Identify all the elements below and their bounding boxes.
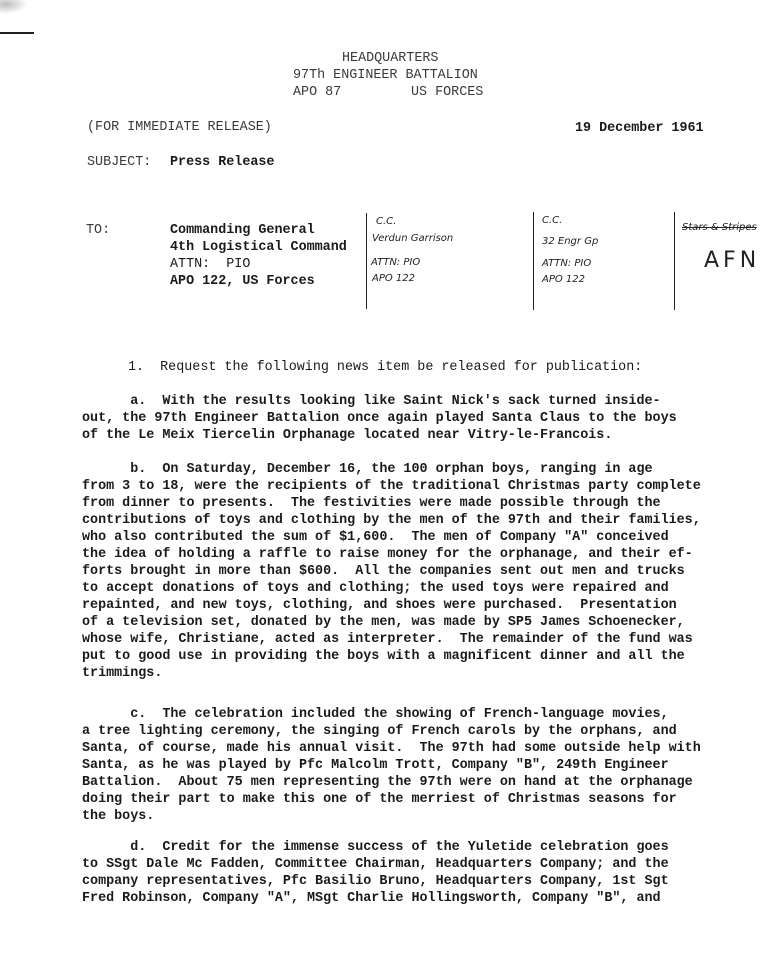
text-line: contributions of toys and clothing by the men of the 97th and their families, — [82, 513, 701, 528]
text-line: trimmings. — [82, 666, 163, 681]
cc3-struck: Stars & Stripes — [682, 222, 757, 233]
release-tag: (FOR IMMEDIATE RELEASE) — [87, 120, 272, 135]
scan-smudge — [0, 0, 28, 14]
scan-mark — [0, 32, 34, 34]
cc2-line4: APO 122 — [542, 274, 586, 285]
text-line: of the Le Meix Tiercelin Orphanage located near Vitry-le-Francois. — [82, 428, 613, 443]
text-line: Santa, of course, made his annual visit. The 97th had some outside help with — [82, 741, 701, 756]
letterhead-forces: US FORCES — [411, 85, 484, 100]
cc1-line2: Verdun Garrison — [372, 233, 454, 244]
text-line: the boys. — [82, 809, 155, 824]
paragraph-b — [82, 461, 742, 682]
column-divider-3 — [674, 212, 675, 310]
text-line: Fred Robinson, Company "A", MSgt Charlie Hollingsworth, Company "B", and — [82, 891, 661, 906]
text-line: a. With the results looking like Saint Nick's sack turned inside- — [82, 394, 661, 409]
text-line: a tree lighting ceremony, the singing of French carols by the orphans, and — [82, 724, 677, 739]
cc2-line1: C.C. — [542, 215, 563, 226]
text-line: doing their part to make this one of the merriest of Christmas seasons for — [82, 792, 677, 807]
cc2-line2: 32 Engr Gp — [542, 236, 599, 247]
to-line-1: Commanding General — [170, 223, 315, 238]
text-line: repainted, and new toys, clothing, and shoes were purchased. Presentation — [82, 598, 677, 613]
column-divider-2 — [533, 212, 534, 310]
text-line: to SSgt Dale Mc Fadden, Committee Chairman, Headquarters Company; and the — [82, 857, 669, 872]
cc3-afn: AFN — [704, 248, 761, 273]
text-line: to accept donations of toys and clothing; the used toys were repaired and — [82, 581, 669, 596]
paragraph-a — [82, 393, 742, 444]
text-line: forts brought in more than $600. All the companies sent out men and trucks — [82, 564, 685, 579]
to-line-2: 4th Logistical Command — [170, 240, 347, 255]
text-line: c. The celebration included the showing of French-language movies, — [82, 707, 669, 722]
letterhead-line1: HEADQUARTERS — [342, 51, 439, 66]
to-line-3: ATTN: PIO — [170, 257, 251, 272]
letterhead-line2: 97Th ENGINEER BATTALION — [293, 68, 478, 83]
text-line: Santa, as he was played by Pfc Malcolm Trott, Company "B", 249th Engineer — [82, 758, 669, 773]
text-line: Battalion. About 75 men representing the 97th were on hand at the orphanage — [82, 775, 693, 790]
column-divider-1 — [366, 213, 367, 309]
letterhead-apo: APO 87 — [293, 85, 342, 100]
cc1-line4: APO 122 — [372, 273, 416, 284]
cc1-line3: ATTN: PIO — [371, 257, 421, 268]
paragraph-c — [82, 706, 742, 825]
text-line: d. Credit for the immense success of the Yuletide celebration goes — [82, 840, 669, 855]
text-line: out, the 97th Engineer Battalion once again played Santa Claus to the boys — [82, 411, 677, 426]
paragraph-d — [82, 839, 742, 907]
subject-label: SUBJECT: — [87, 155, 152, 170]
subject-value: Press Release — [170, 155, 275, 170]
text-line: put to good use in providing the boys with a magnificent dinner and all the — [82, 649, 685, 664]
text-line: who also contributed the sum of $1,600. The men of Company "A" conceived — [82, 530, 669, 545]
text-line: from 3 to 18, were the recipients of the traditional Christmas party complete — [82, 479, 701, 494]
to-label: TO: — [86, 223, 111, 238]
cc1-line1: C.C. — [376, 216, 397, 227]
cc2-line3: ATTN: PIO — [542, 258, 592, 269]
text-line: from dinner to presents. The festivities were made possible through the — [82, 496, 661, 511]
text-line: of a television set, donated by the men, was made by SP5 James Schoenecker, — [82, 615, 685, 630]
text-line: b. On Saturday, December 16, the 100 orphan boys, ranging in age — [82, 462, 653, 477]
paragraph-1: 1. Request the following news item be released for publication: — [128, 360, 643, 375]
text-line: company representatives, Pfc Basilio Bruno, Headquarters Company, 1st Sgt — [82, 874, 669, 889]
text-line: the idea of holding a raffle to raise money for the orphanage, and their ef- — [82, 547, 693, 562]
document-date: 19 December 1961 — [575, 121, 704, 136]
text-line: whose wife, Christiane, acted as interpreter. The remainder of the fund was — [82, 632, 693, 647]
to-line-4: APO 122, US Forces — [170, 274, 315, 289]
